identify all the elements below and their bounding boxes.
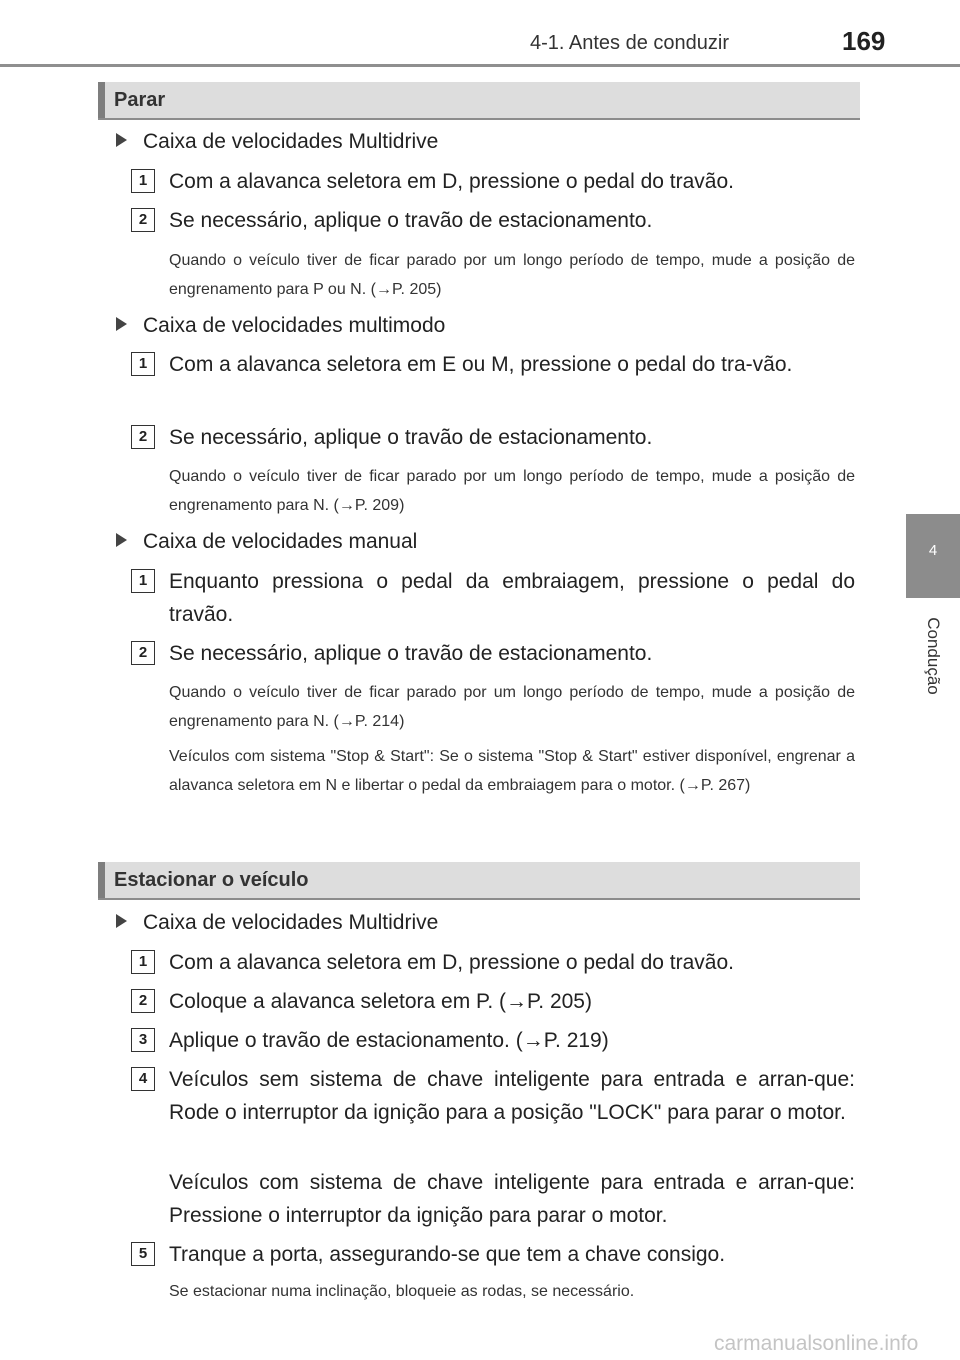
step-text: Coloque a alavanca seletora em P. (→P. 205) xyxy=(169,990,592,1013)
chapter-number: 4 xyxy=(928,542,938,559)
step-text: Aplique o travão de estacionamento. (→P. 219) xyxy=(169,1029,609,1052)
step-text: Veículos com sistema de chave inteligente para entrada e arran-que: Pressione o interruptor da ignição para parar o motor. xyxy=(169,1171,855,1227)
step-number: 3 xyxy=(131,1028,155,1052)
step-number: 1 xyxy=(131,950,155,974)
step-text: Veículos sem sistema de chave inteligente para entrada e arran-que: Rode o interruptor da ignição para a posição "LOCK" para parar o motor. xyxy=(169,1068,855,1124)
step-number: 2 xyxy=(131,641,155,665)
step-text: Com a alavanca seletora em D, pressione o pedal do travão. xyxy=(169,170,734,193)
step-number: 2 xyxy=(131,425,155,449)
header-rule xyxy=(0,64,960,67)
step-number: 4 xyxy=(131,1067,155,1091)
step-number: 2 xyxy=(131,989,155,1013)
step-text: Enquanto pressiona o pedal da embraiagem, pressione o pedal do travão. xyxy=(169,570,855,626)
step-number: 1 xyxy=(131,569,155,593)
section-heading-label: Estacionar o veículo xyxy=(114,869,309,891)
step-text: Se necessário, aplique o travão de estacionamento. xyxy=(169,209,653,232)
triangle-bullet-icon xyxy=(116,914,127,928)
step-number: 5 xyxy=(131,1242,155,1266)
section-title: 4-1. Antes de conduzir xyxy=(530,32,730,54)
triangle-bullet-icon xyxy=(116,533,127,547)
subsection-title: Caixa de velocidades Multidrive xyxy=(116,130,438,154)
section-heading-estacionar xyxy=(98,862,860,900)
subsection-title: Caixa de velocidades Multidrive xyxy=(116,911,438,935)
step-text: Se necessário, aplique o travão de estacionamento. xyxy=(169,642,653,665)
page-number: 169 xyxy=(842,26,886,56)
note-text: Quando o veículo tiver de ficar parado por um longo período de tempo, mude a posição de engrenamento para N. (→P. 209) xyxy=(169,468,855,514)
chapter-label: Condução xyxy=(924,617,943,695)
note-text: Quando o veículo tiver de ficar parado por um longo período de tempo, mude a posição de engrenamento para N. (→P. 214) xyxy=(169,684,855,730)
step-text: Se necessário, aplique o travão de estacionamento. xyxy=(169,426,653,449)
triangle-bullet-icon xyxy=(116,317,127,331)
section-heading-label: Parar xyxy=(114,89,166,111)
step-text: Com a alavanca seletora em D, pressione o pedal do travão. xyxy=(169,951,734,974)
subsection-title: Caixa de velocidades multimodo xyxy=(116,314,445,338)
subsection-title: Caixa de velocidades manual xyxy=(116,530,417,554)
step-text: Tranque a porta, assegurando-se que tem a chave consigo. xyxy=(169,1243,726,1266)
step-text: Com a alavanca seletora em E ou M, pressione o pedal do tra-vão. xyxy=(169,353,793,376)
step-number: 1 xyxy=(131,169,155,193)
note-text: Veículos com sistema "Stop & Start": Se o sistema "Stop & Start" estiver disponível, engrenar a alavanca seletora em N e libertar o pedal da embraiagem para o motor. (→P. 267) xyxy=(169,748,855,794)
note-text: Se estacionar numa inclinação, bloqueie as rodas, se necessário. xyxy=(169,1283,635,1300)
heading-bar xyxy=(98,862,105,898)
heading-bar xyxy=(98,82,105,118)
watermark: carmanualsonline.info xyxy=(714,1332,919,1355)
section-heading-parar xyxy=(98,82,860,120)
triangle-bullet-icon xyxy=(116,133,127,147)
note-text: Quando o veículo tiver de ficar parado por um longo período de tempo, mude a posição de engrenamento para P ou N. (→P. 205) xyxy=(169,252,855,298)
chapter-tab xyxy=(906,514,960,598)
step-number: 2 xyxy=(131,208,155,232)
step-number: 1 xyxy=(131,352,155,376)
